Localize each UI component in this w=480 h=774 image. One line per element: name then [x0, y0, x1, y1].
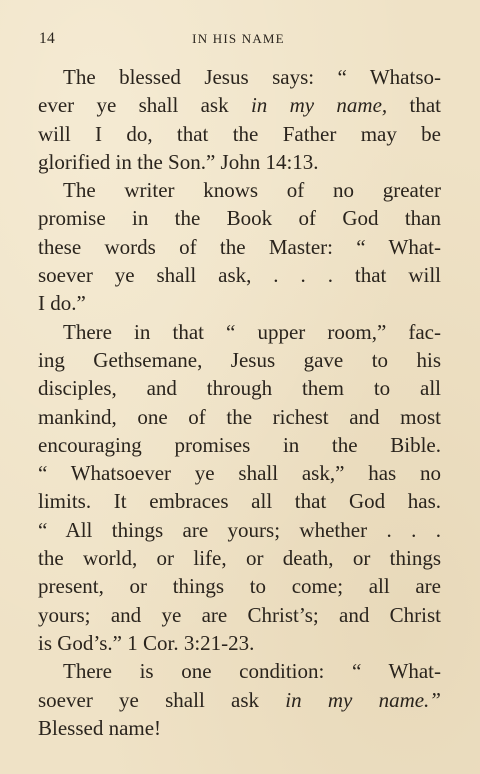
text-line: [38, 148, 441, 176]
text-run: glorified in the Son.” John 14:13.: [38, 149, 319, 174]
text-line: [38, 346, 441, 374]
text-run: disciples, and through them to all: [38, 376, 441, 401]
text-line: [38, 544, 441, 572]
text-line: [38, 487, 441, 515]
italic-phrase: in my name,: [250, 93, 388, 118]
text-run: is God’s.” 1 Cor. 3:21-23.: [38, 630, 255, 655]
text-run: present, or things to come; all are: [38, 574, 441, 599]
text-line: [38, 714, 441, 742]
text-run: soever ye shall ask: [38, 687, 286, 712]
text-run: that: [387, 93, 441, 118]
text-run: encouraging promises in the Bible.: [38, 432, 441, 457]
page-number: 14: [39, 30, 56, 47]
text-line: [38, 601, 441, 629]
text-line: [38, 261, 441, 289]
text-line: [38, 204, 441, 232]
text-run: promise in the Book of God than: [38, 206, 441, 231]
text-run: yours; and ye are Christ’s; and Christ: [38, 602, 441, 627]
text-run: Blessed name!: [38, 715, 162, 740]
text-line: [38, 629, 441, 657]
text-run: I do.”: [38, 291, 86, 316]
text-run: the world, or life, or death, or things: [38, 546, 441, 571]
page-header: [39, 30, 438, 50]
text-line: [38, 403, 441, 431]
text-line: [38, 459, 441, 487]
text-run: limits. It embraces all that God has.: [38, 489, 441, 514]
text-run: will I do, that the Father may be: [38, 121, 441, 146]
body-text: [38, 63, 441, 742]
italic-phrase: in my name.”: [285, 687, 441, 712]
text-line: [38, 91, 441, 119]
running-head: IN HIS NAME: [192, 31, 285, 46]
text-line: [38, 516, 441, 544]
text-run: ever ye shall ask: [38, 93, 251, 118]
text-run: these words of the Master: “ What-: [38, 234, 441, 259]
text-line: [38, 318, 441, 346]
text-run: ing Gethsemane, Jesus gave to his: [38, 347, 441, 372]
text-run: “ All things are yours; whether . . .: [38, 517, 441, 542]
text-line: [38, 176, 441, 204]
text-line: [38, 431, 441, 459]
text-line: [38, 686, 441, 714]
text-line: [38, 657, 441, 685]
text-run: soever ye shall ask, . . . that will: [38, 263, 441, 288]
text-run: The writer knows of no greater: [63, 178, 441, 203]
text-line: [38, 233, 441, 261]
text-line: [38, 63, 441, 91]
text-line: [38, 572, 441, 600]
text-run: “ Whatsoever ye shall ask,” has no: [38, 461, 441, 486]
text-run: There is one condition: “ What-: [63, 659, 441, 684]
text-line: [38, 289, 441, 317]
text-run: mankind, one of the richest and most: [38, 404, 441, 429]
text-line: [38, 120, 441, 148]
text-line: [38, 374, 441, 402]
text-run: There in that “ upper room,” fac-: [63, 319, 441, 344]
text-run: The blessed Jesus says: “ Whatso-: [63, 65, 441, 89]
